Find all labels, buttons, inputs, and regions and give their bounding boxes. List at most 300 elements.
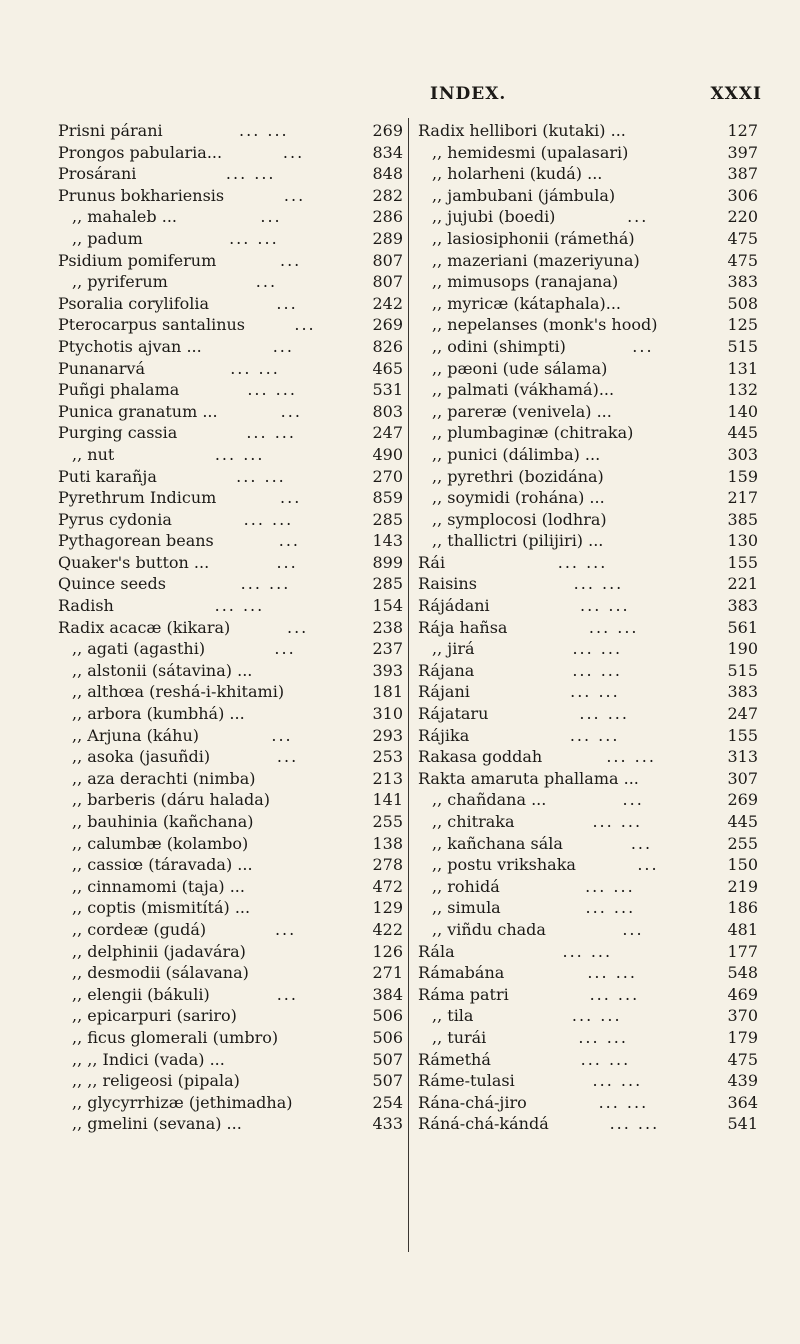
entry-label: Radix hellibori (kutaki) ... <box>418 121 626 140</box>
leader-dots: ... ... <box>573 574 624 594</box>
leader-dots: ... ... <box>592 1071 643 1091</box>
entry-label: Psoralia corylifolia <box>58 293 210 313</box>
leader-dots: ... <box>280 488 302 508</box>
entry-label: ,, chitraka <box>432 812 515 831</box>
entry-label: Ráná-chá-kándá <box>418 1114 549 1134</box>
entry-label: Prisni párani <box>58 121 163 140</box>
entry-page-number: 269 <box>372 315 403 335</box>
index-column-left <box>58 120 403 1135</box>
leader-dots: ... ... <box>569 725 620 745</box>
entry-page-number: 383 <box>727 272 758 292</box>
leader-dots: ... <box>282 142 305 162</box>
entry-label: Rakta amaruta phallama ... <box>418 768 639 788</box>
index-entry <box>418 530 758 552</box>
entry-page-number: 285 <box>372 509 403 529</box>
index-entry <box>418 422 758 444</box>
entry-label: ,, rohidá <box>432 876 500 896</box>
index-entry <box>418 163 758 185</box>
entry-label: Puti karañja <box>58 466 157 486</box>
entry-label: Punanarvá <box>58 358 145 378</box>
entry-page-number: 154 <box>372 596 403 616</box>
leader-dots: ... ... <box>225 164 276 184</box>
index-entry <box>418 358 758 380</box>
index-entry <box>418 1005 758 1027</box>
entry-label: ,, asoka (jasuñdi) <box>72 747 211 767</box>
entry-label: ,, viñdu chada <box>432 919 546 939</box>
index-entry <box>58 1027 403 1049</box>
entry-label: Psidium pomiferum <box>58 250 217 270</box>
entry-page-number: 859 <box>372 488 403 508</box>
entry-label: ,, hemidesmi (upalasari) <box>432 142 629 162</box>
entry-page-number: 129 <box>372 898 403 918</box>
leader-dots: ... ... <box>587 963 637 983</box>
entry-page-number: 548 <box>727 963 758 983</box>
entry-label: Punica granatum ... <box>58 401 218 421</box>
entry-page-number: 285 <box>372 574 403 594</box>
entry-page-number: 220 <box>727 207 758 227</box>
entry-page-number: 269 <box>372 121 403 140</box>
index-entry <box>418 703 758 725</box>
entry-page-number: 213 <box>372 768 403 788</box>
entry-page-number: 370 <box>727 1006 758 1026</box>
entry-label: ,, delphinii (jadavára) <box>72 941 246 961</box>
leader-dots: ... <box>260 207 282 227</box>
entry-page-number: 507 <box>372 1071 403 1091</box>
entry-label: ,, cassiœ (táravada) ... <box>72 855 253 875</box>
entry-page-number: 465 <box>372 358 403 378</box>
entry-label: ,, holarheni (kudá) ... <box>432 164 603 184</box>
entry-page-number: 834 <box>372 142 403 162</box>
index-entry <box>418 746 758 768</box>
leader-dots: ... ... <box>578 1027 628 1047</box>
entry-label: Purging cassia <box>58 423 178 443</box>
entry-label: ,, cinnamomi (taja) ... <box>72 876 245 896</box>
entry-page-number: 125 <box>727 315 758 335</box>
entry-page-number: 269 <box>727 790 758 810</box>
page-header <box>0 84 800 110</box>
entry-page-number: 385 <box>727 509 758 529</box>
entry-label: ,, jambubani (jámbula) <box>432 185 616 205</box>
entry-page-number: 132 <box>727 380 758 400</box>
index-entry <box>58 768 403 790</box>
leader-dots: ... ... <box>230 358 280 378</box>
leader-dots: ... ... <box>572 639 623 659</box>
leader-dots: ... ... <box>609 1114 660 1134</box>
entry-page-number: 238 <box>372 617 403 637</box>
entry-label: ,, nepelanses (monk's hood) <box>432 315 658 335</box>
index-entry <box>58 703 403 725</box>
entry-page-number: 140 <box>727 401 758 421</box>
leader-dots: ... ... <box>214 596 265 616</box>
leader-dots: ... <box>632 336 654 356</box>
index-entry <box>418 250 758 272</box>
index-entry <box>418 876 758 898</box>
entry-label: ,, padum <box>72 228 143 248</box>
leader-dots: ... ... <box>247 380 297 400</box>
entry-label: ,, cordeæ (gudá) <box>72 919 207 939</box>
index-entry <box>418 293 758 315</box>
leader-dots: ... ... <box>588 617 639 637</box>
entry-page-number: 433 <box>372 1114 403 1134</box>
index-entry <box>418 595 758 617</box>
entry-label: ,, kañchana sála <box>432 833 563 853</box>
index-entry <box>418 228 758 250</box>
entry-page-number: 130 <box>727 531 758 551</box>
entry-page-number: 306 <box>727 185 758 205</box>
index-entry <box>58 120 403 142</box>
index-entry <box>58 530 403 552</box>
entry-label: ,, desmodii (sálavana) <box>72 963 249 983</box>
entry-page-number: 190 <box>727 639 758 659</box>
entry-label: Rájataru <box>418 704 489 724</box>
index-entry <box>58 638 403 660</box>
leader-dots: ... <box>294 315 316 335</box>
entry-page-number: 217 <box>727 488 758 508</box>
index-entry <box>418 466 758 488</box>
entry-label: Rámethá <box>418 1049 491 1069</box>
entry-label: Ráme-tulasi <box>418 1071 515 1091</box>
entry-page-number: 255 <box>372 812 403 831</box>
entry-page-number: 270 <box>372 466 403 486</box>
entry-page-number: 141 <box>372 790 403 810</box>
entry-label: Rámabána <box>418 963 505 983</box>
index-entry <box>418 833 758 855</box>
entry-page-number: 515 <box>727 336 758 356</box>
entry-page-number: 138 <box>372 833 403 853</box>
entry-page-number: 271 <box>372 963 403 983</box>
leader-dots: ... <box>280 401 302 421</box>
entry-label: Prosárani <box>58 164 137 184</box>
entry-label: ,, gmelini (sevana) ... <box>72 1114 242 1134</box>
entry-page-number: 143 <box>372 531 403 551</box>
entry-page-number: 807 <box>372 272 403 292</box>
entry-label: Rájani <box>418 682 470 702</box>
entry-page-number: 289 <box>372 228 403 248</box>
entry-page-number: 803 <box>372 401 403 421</box>
index-entry <box>418 573 758 595</box>
leader-dots: ... <box>274 639 296 659</box>
leader-dots: ... <box>276 552 298 572</box>
entry-page-number: 490 <box>372 444 403 464</box>
index-entry <box>418 120 758 142</box>
index-entry <box>418 1070 758 1092</box>
leader-dots: ... <box>622 919 644 939</box>
index-entry <box>418 1049 758 1071</box>
entry-page-number: 561 <box>727 617 758 637</box>
entry-label: ,, glycyrrhizæ (jethimadha) <box>72 1092 293 1112</box>
leader-dots: ... ... <box>562 941 613 961</box>
index-entry <box>58 142 403 164</box>
leader-dots: ... ... <box>570 682 620 702</box>
entry-label: ,, elengii (bákuli) <box>72 984 210 1004</box>
entry-label: ,, lasiosiphonii (rámethá) <box>432 228 635 248</box>
index-entry <box>58 660 403 682</box>
index-entry <box>58 897 403 919</box>
leader-dots: ... ... <box>585 876 635 896</box>
entry-label: ,, pyriferum <box>72 272 168 292</box>
entry-page-number: 131 <box>727 358 758 378</box>
entry-label: ,, aza derachti (nimba) <box>72 768 256 788</box>
entry-page-number: 303 <box>727 444 758 464</box>
index-entry <box>58 854 403 876</box>
index-entry <box>418 897 758 919</box>
entry-label: ,, calumbæ (kolambo) <box>72 833 249 853</box>
index-entry <box>418 681 758 703</box>
entry-label: ,, symplocosi (lodhra) <box>432 509 607 529</box>
entry-page-number: 179 <box>727 1027 758 1047</box>
entry-label: Pyrus cydonia <box>58 509 172 529</box>
index-entry <box>418 509 758 531</box>
entry-label: Ráma patri <box>418 984 509 1004</box>
entry-label: ,, agati (agasthi) <box>72 639 206 659</box>
index-entry <box>58 1113 403 1135</box>
index-entry <box>58 876 403 898</box>
entry-page-number: 383 <box>727 682 758 702</box>
index-entry <box>58 1070 403 1092</box>
leader-dots: ... ... <box>606 747 656 767</box>
entry-page-number: 469 <box>727 984 758 1004</box>
entry-page-number: 242 <box>372 293 403 313</box>
entry-label: ,, ,, religeosi (pipala) <box>72 1071 240 1091</box>
entry-page-number: 506 <box>372 1006 403 1026</box>
index-entry <box>58 789 403 811</box>
entry-label: ,, plumbaginæ (chitraka) <box>432 423 634 443</box>
entry-label: ,, thallictri (pilijiri) ... <box>432 531 604 551</box>
leader-dots: ... ... <box>246 423 296 443</box>
index-entry <box>58 1049 403 1071</box>
leader-dots: ... ... <box>571 1006 622 1026</box>
index-entry <box>58 250 403 272</box>
leader-dots: ... <box>627 207 649 227</box>
index-entry <box>58 919 403 941</box>
index-entry <box>418 1027 758 1049</box>
entry-page-number: 384 <box>372 984 403 1004</box>
entry-page-number: 310 <box>372 704 403 724</box>
entry-page-number: 150 <box>727 855 758 875</box>
leader-dots: ... <box>255 272 278 292</box>
entry-label: Puñgi phalama <box>58 380 180 400</box>
entry-page-number: 159 <box>727 466 758 486</box>
index-entry <box>58 314 403 336</box>
entry-page-number: 293 <box>372 725 403 745</box>
index-entry <box>418 444 758 466</box>
leader-dots: ... <box>287 617 309 637</box>
entry-page-number: 422 <box>372 919 403 939</box>
entry-page-number: 253 <box>372 747 403 767</box>
entry-label: Quaker's button ... <box>58 552 210 572</box>
entry-label: ,, chañdana ... <box>432 790 547 810</box>
column-divider <box>408 118 409 1252</box>
index-entry <box>58 206 403 228</box>
leader-dots: ... <box>630 833 653 853</box>
index-entry <box>418 854 758 876</box>
entry-page-number: 445 <box>727 812 758 831</box>
entry-label: ,, ,, Indici (vada) ... <box>72 1049 225 1069</box>
leader-dots: ... <box>276 293 298 313</box>
index-entry <box>58 379 403 401</box>
entry-page-number: 237 <box>372 639 403 659</box>
index-entry <box>58 185 403 207</box>
entry-page-number: 541 <box>727 1114 758 1134</box>
leader-dots: ... ... <box>598 1092 649 1112</box>
index-entry <box>418 638 758 660</box>
entry-page-number: 826 <box>372 336 403 356</box>
entry-label: ,, nut <box>72 444 115 464</box>
index-entry <box>418 660 758 682</box>
entry-label: ,, barberis (dáru halada) <box>72 790 271 810</box>
entry-label: ,, althœa (reshá-i-khitami) <box>72 682 285 702</box>
index-entry <box>418 336 758 358</box>
leader-dots: ... ... <box>572 660 622 680</box>
entry-label: Rája hañsa <box>418 617 508 637</box>
leader-dots: ... ... <box>243 509 294 529</box>
leader-dots: ... ... <box>557 552 608 572</box>
entry-label: ,, tila <box>432 1006 474 1026</box>
entry-page-number: 475 <box>727 1049 758 1069</box>
index-entry <box>418 206 758 228</box>
index-entry <box>418 768 758 790</box>
leader-dots: ... ... <box>240 574 291 594</box>
index-entry <box>58 595 403 617</box>
index-entry <box>418 142 758 164</box>
index-entry <box>58 271 403 293</box>
entry-label: ,, pæoni (ude sálama) <box>432 358 608 378</box>
index-entry <box>58 681 403 703</box>
index-entry <box>58 941 403 963</box>
index-entry <box>418 552 758 574</box>
index-entry <box>58 509 403 531</box>
index-entry <box>418 617 758 639</box>
leader-dots: ... ... <box>580 1049 631 1069</box>
entry-page-number: 475 <box>727 228 758 248</box>
leader-dots: ... <box>637 855 659 875</box>
entry-page-number: 177 <box>727 941 758 961</box>
entry-page-number: 899 <box>372 552 403 572</box>
entry-label: Pterocarpus santalinus <box>58 315 246 335</box>
index-entry <box>58 163 403 185</box>
index-entry <box>58 811 403 833</box>
index-entry <box>58 725 403 747</box>
entry-label: ,, Arjuna (káhu) <box>72 725 199 745</box>
entry-label: Rána-chá-jiro <box>418 1092 527 1112</box>
entry-page-number: 254 <box>372 1092 403 1112</box>
entry-label: ,, pareræ (venivela) ... <box>432 401 612 421</box>
entry-page-number: 848 <box>372 164 403 184</box>
index-entry <box>418 314 758 336</box>
index-entry <box>58 293 403 315</box>
leader-dots: ... ... <box>214 444 265 464</box>
leader-dots: ... ... <box>579 704 629 724</box>
leader-dots: ... ... <box>589 984 640 1004</box>
entry-page-number: 186 <box>727 898 758 918</box>
entry-label: Prongos pabularia... <box>58 142 223 162</box>
entry-page-number: 807 <box>372 250 403 270</box>
index-entry <box>418 789 758 811</box>
index-entry <box>58 228 403 250</box>
leader-dots: ... ... <box>580 596 630 616</box>
index-entry <box>58 962 403 984</box>
entry-label: ,, mazeriani (mazeriyuna) <box>432 250 640 270</box>
entry-page-number: 508 <box>727 293 758 313</box>
entry-label: Quince seeds <box>58 574 166 594</box>
index-entry <box>418 1092 758 1114</box>
index-entry <box>418 919 758 941</box>
index-entry <box>58 401 403 423</box>
entry-label: ,, jujubi (boedi) <box>432 207 556 227</box>
entry-label: Rájádani <box>418 596 490 616</box>
entry-page-number: 439 <box>727 1071 758 1091</box>
index-entry <box>58 358 403 380</box>
entry-page-number: 515 <box>727 660 758 680</box>
entry-label: Rála <box>418 941 455 961</box>
index-column-right <box>418 120 758 1135</box>
entry-label: ,, myricæ (kátaphala)... <box>432 293 622 313</box>
entry-label: ,, alstonii (sátavina) ... <box>72 660 253 680</box>
index-entry <box>418 185 758 207</box>
entry-page-number: 247 <box>372 423 403 443</box>
entry-page-number: 387 <box>727 164 758 184</box>
index-entry <box>58 487 403 509</box>
entry-label: ,, mahaleb ... <box>72 207 177 227</box>
leader-dots: ... <box>278 531 301 551</box>
entry-label: Raisins <box>418 574 477 594</box>
entry-label: ,, coptis (mismitítá) ... <box>72 898 251 918</box>
entry-page-number: 282 <box>372 185 403 205</box>
leader-dots: ... <box>283 185 306 205</box>
entry-page-number: 393 <box>372 660 403 680</box>
entry-page-number: 313 <box>727 747 758 767</box>
leader-dots: ... ... <box>229 228 279 248</box>
leader-dots: ... <box>274 919 297 939</box>
leader-dots: ... <box>622 790 644 810</box>
entry-page-number: 126 <box>372 941 403 961</box>
index-entry <box>418 271 758 293</box>
entry-page-number: 219 <box>727 876 758 896</box>
entry-label: ,, pyrethri (bozidána) <box>432 466 604 486</box>
leader-dots: ... ... <box>239 121 289 140</box>
index-entry <box>58 984 403 1006</box>
index-entry <box>58 573 403 595</box>
entry-page-number: 364 <box>727 1092 758 1112</box>
entry-label: ,, palmati (vákhamá)... <box>432 380 615 400</box>
leader-dots: ... <box>276 747 299 767</box>
entry-page-number: 286 <box>372 207 403 227</box>
index-entry <box>58 444 403 466</box>
entry-label: Pyrethrum Indicum <box>58 488 217 508</box>
entry-label: Rakasa goddah <box>418 747 543 767</box>
entry-page-number: 255 <box>727 833 758 853</box>
index-entry <box>418 487 758 509</box>
index-entry <box>58 1092 403 1114</box>
entry-page-number: 445 <box>727 423 758 443</box>
index-entry <box>58 617 403 639</box>
leader-dots: ... <box>271 725 293 745</box>
leader-dots: ... <box>272 336 294 356</box>
index-entry <box>418 401 758 423</box>
entry-label: ,, soymidi (rohána) ... <box>432 488 605 508</box>
entry-page-number: 181 <box>372 682 403 702</box>
entry-page-number: 507 <box>372 1049 403 1069</box>
index-entry <box>58 833 403 855</box>
entry-label: ,, ficus glomerali (umbro) <box>72 1027 279 1047</box>
entry-label: ,, mimusops (ranajana) <box>432 272 619 292</box>
entry-page-number: 221 <box>727 574 758 594</box>
entry-label: Rájika <box>418 725 470 745</box>
index-entry <box>58 466 403 488</box>
entry-label: ,, odini (shimpti) <box>432 336 566 356</box>
leader-dots: ... <box>276 984 298 1004</box>
index-entry <box>58 746 403 768</box>
